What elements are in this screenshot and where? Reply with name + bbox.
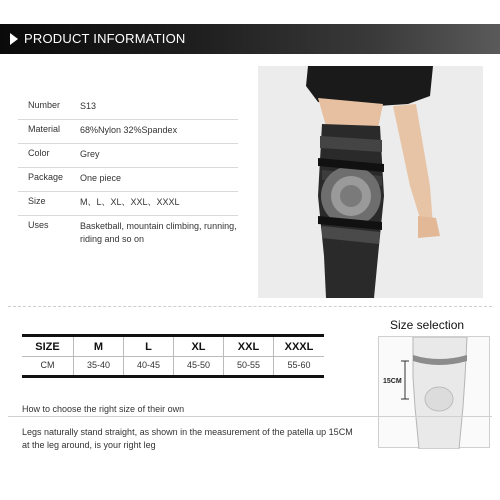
howto-title: How to choose the right size of their own bbox=[22, 404, 185, 414]
size-column bbox=[224, 337, 274, 375]
spec-value: Basketball, mountain climbing, running, riding and so on bbox=[80, 221, 237, 244]
size-table bbox=[22, 334, 324, 378]
size-column bbox=[174, 337, 224, 375]
size-cell: 35-40 bbox=[86, 360, 111, 370]
size-header: SIZE bbox=[35, 341, 60, 353]
section-divider bbox=[8, 306, 492, 307]
spec-value: 68%Nylon 32%Spandex bbox=[80, 125, 178, 135]
measure-label: 15CM bbox=[383, 378, 402, 385]
spec-label: Uses bbox=[28, 220, 49, 230]
spec-label: Color bbox=[28, 148, 50, 158]
section-header bbox=[0, 24, 500, 54]
size-cell: 45-50 bbox=[186, 360, 211, 370]
spec-row-package bbox=[18, 168, 238, 192]
section-title: PRODUCT INFORMATION bbox=[24, 31, 186, 46]
spec-label: Number bbox=[28, 100, 61, 110]
size-column bbox=[274, 337, 324, 375]
spec-row-uses bbox=[18, 216, 238, 250]
play-arrow-icon bbox=[10, 33, 18, 45]
size-header: XXXL bbox=[284, 341, 314, 353]
size-selection-title: Size selection bbox=[390, 318, 465, 332]
spec-row-material bbox=[18, 120, 238, 144]
measurement-description: Legs naturally stand straight, as shown in the measurement of the patella up 15CM at the leg around, is your right leg bbox=[22, 427, 353, 450]
size-cell: 50-55 bbox=[236, 360, 261, 370]
spec-value: M、L、XL、XXL、XXXL bbox=[80, 197, 180, 207]
size-header: XL bbox=[191, 341, 206, 353]
spec-label: Material bbox=[28, 124, 61, 134]
size-column bbox=[124, 337, 174, 375]
size-header: L bbox=[145, 341, 152, 353]
size-selection-diagram bbox=[378, 336, 490, 448]
spec-value: Grey bbox=[80, 149, 100, 159]
howto-divider bbox=[8, 416, 492, 417]
size-column bbox=[74, 337, 124, 375]
knee-brace-illustration bbox=[258, 66, 483, 298]
leg-measure-illustration bbox=[379, 337, 491, 449]
spec-value: S13 bbox=[80, 101, 97, 111]
spec-row-size bbox=[18, 192, 238, 216]
size-header: M bbox=[93, 341, 104, 353]
spec-value: One piece bbox=[80, 173, 122, 183]
product-photo bbox=[258, 66, 483, 298]
size-header: XXL bbox=[237, 341, 260, 353]
spec-row-number bbox=[18, 96, 238, 120]
spec-label: Size bbox=[28, 196, 46, 206]
spec-label: Package bbox=[28, 172, 64, 182]
size-cell: 40-45 bbox=[136, 360, 161, 370]
size-cell: 55-60 bbox=[287, 360, 311, 370]
spec-row-color bbox=[18, 144, 238, 168]
size-cell: CM bbox=[40, 360, 55, 370]
size-column bbox=[22, 337, 74, 375]
